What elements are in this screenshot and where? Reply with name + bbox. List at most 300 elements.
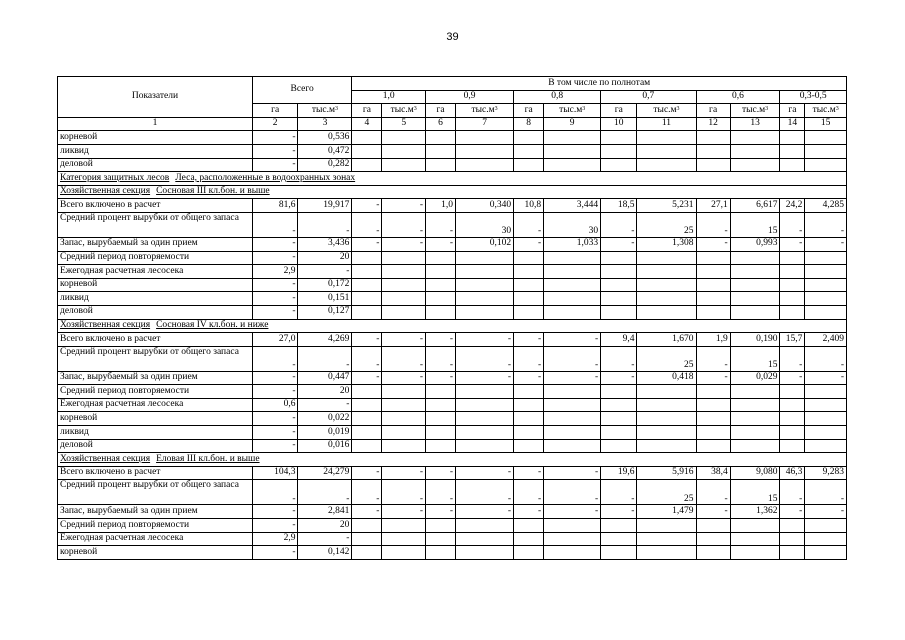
table-cell: [352, 532, 382, 546]
unit-volume-sup: 3: [582, 105, 586, 112]
table-cell: [456, 412, 514, 426]
table-cell: [352, 519, 382, 533]
table-cell: [601, 426, 637, 440]
table-cell: [696, 439, 730, 453]
table-cell: 19,6: [601, 466, 637, 480]
table-cell: 81,6: [252, 199, 298, 213]
table-cell: -: [514, 371, 544, 385]
table-cell: [456, 144, 514, 158]
table-cell: 0,022: [298, 412, 352, 426]
row-label: корневой: [58, 131, 253, 145]
table-cell: -: [298, 480, 352, 505]
table-cell: [352, 398, 382, 412]
unit-ha: га: [780, 104, 805, 118]
table-cell: [425, 158, 455, 172]
unit-volume-sup: 3: [413, 105, 417, 112]
table-cell: -: [252, 519, 298, 533]
table-cell: [382, 251, 426, 265]
table-cell: -: [805, 346, 847, 371]
table-cell: 0,142: [298, 546, 352, 560]
table-cell: -: [805, 505, 847, 519]
table-cell: -: [352, 237, 382, 251]
table-cell: [637, 265, 696, 279]
table-cell: [352, 292, 382, 306]
table-cell: [456, 131, 514, 145]
table-cell: [805, 426, 847, 440]
table-cell: 25: [637, 212, 696, 237]
table-cell: [544, 519, 601, 533]
column-number: 13: [730, 117, 780, 131]
table-cell: 1,9: [696, 333, 730, 347]
table-cell: [425, 385, 455, 399]
table-cell: 46,3: [780, 466, 805, 480]
table-cell: [514, 265, 544, 279]
table-cell: 2,841: [298, 505, 352, 519]
table-cell: [425, 305, 455, 319]
table-body: [58, 131, 847, 559]
table-cell: [544, 398, 601, 412]
row-label: Средний период повторяемости: [58, 251, 253, 265]
density-header: 0,6: [696, 90, 780, 104]
table-cell: [696, 158, 730, 172]
density-header: 0,8: [514, 90, 601, 104]
section-prefix: Хозяйственная секция: [60, 320, 151, 331]
table-cell: -: [544, 371, 601, 385]
table-cell: 1,033: [544, 237, 601, 251]
unit-volume: [298, 104, 352, 118]
table-cell: [601, 158, 637, 172]
table-cell: [637, 278, 696, 292]
table-cell: 30: [456, 212, 514, 237]
table-cell: 1,0: [425, 199, 455, 213]
unit-ha: га: [601, 104, 637, 118]
table-cell: 9,283: [805, 466, 847, 480]
table-cell: 19,917: [298, 199, 352, 213]
table-cell: [425, 131, 455, 145]
table-cell: 0,447: [298, 371, 352, 385]
column-number: 2: [252, 117, 298, 131]
table-cell: [425, 532, 455, 546]
table-row: [58, 292, 847, 306]
table-cell: [730, 305, 780, 319]
table-cell: 9,080: [730, 466, 780, 480]
table-row: [58, 412, 847, 426]
table-cell: [780, 398, 805, 412]
table-cell: -: [696, 346, 730, 371]
table-cell: [696, 131, 730, 145]
table-cell: 0,472: [298, 144, 352, 158]
table-cell: 0,019: [298, 426, 352, 440]
table-cell: [696, 519, 730, 533]
table-cell: 0,993: [730, 237, 780, 251]
unit-volume-text: тыс.м: [559, 104, 583, 115]
table-cell: [637, 131, 696, 145]
table-cell: 0,151: [298, 292, 352, 306]
table-cell: -: [514, 333, 544, 347]
table-cell: [637, 144, 696, 158]
table-cell: [637, 546, 696, 560]
table-cell: [544, 546, 601, 560]
table-cell: [730, 519, 780, 533]
table-cell: [637, 519, 696, 533]
table-cell: [780, 426, 805, 440]
table-cell: [805, 439, 847, 453]
table-cell: -: [544, 466, 601, 480]
table-cell: 0,190: [730, 333, 780, 347]
table-cell: [730, 546, 780, 560]
table-cell: 15: [730, 212, 780, 237]
table-cell: [601, 398, 637, 412]
table-cell: [544, 532, 601, 546]
table-cell: [696, 292, 730, 306]
table-row: [58, 251, 847, 265]
table-cell: [382, 385, 426, 399]
row-label: Средний процент вырубки от общего запаса: [58, 212, 253, 237]
table-cell: [780, 385, 805, 399]
unit-volume-sup: 3: [335, 105, 338, 112]
table-cell: [382, 278, 426, 292]
section-value: Сосновая III кл.бон. и выше: [156, 186, 270, 197]
table-cell: [382, 158, 426, 172]
header-indicators: Показатели: [58, 77, 253, 118]
table-cell: 25: [637, 346, 696, 371]
column-number: 4: [352, 117, 382, 131]
table-cell: [352, 131, 382, 145]
row-label: деловой: [58, 158, 253, 172]
unit-ha: га: [425, 104, 455, 118]
table-cell: [805, 398, 847, 412]
section-value: Еловая III кл.бон. и выше: [156, 453, 260, 464]
row-label: Всего включено в расчет: [58, 466, 253, 480]
table-cell: [730, 439, 780, 453]
table-cell: [382, 426, 426, 440]
table-cell: -: [456, 505, 514, 519]
table-cell: [544, 305, 601, 319]
table-cell: -: [252, 346, 298, 371]
table-cell: -: [252, 131, 298, 145]
table-cell: -: [456, 346, 514, 371]
table-header: [58, 77, 847, 131]
table-cell: [780, 265, 805, 279]
table-cell: [544, 426, 601, 440]
table-cell: 0,016: [298, 439, 352, 453]
table-cell: [382, 412, 426, 426]
table-row: [58, 278, 847, 292]
table-cell: -: [425, 480, 455, 505]
table-cell: -: [298, 265, 352, 279]
table-cell: -: [780, 371, 805, 385]
table-cell: [696, 265, 730, 279]
row-label: Средний период повторяемости: [58, 385, 253, 399]
table-cell: [730, 385, 780, 399]
column-number: 3: [298, 117, 352, 131]
table-cell: -: [805, 212, 847, 237]
table-cell: 4,269: [298, 333, 352, 347]
table-cell: [696, 144, 730, 158]
table-cell: [730, 131, 780, 145]
table-cell: -: [514, 466, 544, 480]
table-cell: [514, 292, 544, 306]
table-cell: -: [352, 212, 382, 237]
table-cell: [544, 278, 601, 292]
table-cell: [601, 131, 637, 145]
table-cell: [425, 546, 455, 560]
column-number: 15: [805, 117, 847, 131]
table-cell: [601, 412, 637, 426]
table-cell: [514, 426, 544, 440]
table-cell: [805, 131, 847, 145]
table-cell: 9,4: [601, 333, 637, 347]
table-cell: -: [780, 346, 805, 371]
table-cell: -: [352, 505, 382, 519]
row-label: Средний процент вырубки от общего запаса: [58, 346, 253, 371]
table-cell: [780, 144, 805, 158]
table-cell: [805, 305, 847, 319]
row-label: Всего включено в расчет: [58, 199, 253, 213]
table-row: [58, 519, 847, 533]
unit-ha: га: [352, 104, 382, 118]
table-cell: [544, 158, 601, 172]
table-cell: [352, 385, 382, 399]
unit-volume-sup: 3: [765, 105, 769, 112]
table-cell: [544, 131, 601, 145]
row-label: Всего включено в расчет: [58, 333, 253, 347]
table-cell: -: [514, 346, 544, 371]
table-cell: [352, 144, 382, 158]
table-cell: -: [252, 212, 298, 237]
table-cell: [382, 265, 426, 279]
column-number: 1: [58, 117, 253, 131]
table-cell: -: [298, 346, 352, 371]
table-cell: [352, 546, 382, 560]
table-cell: [730, 398, 780, 412]
column-number-row: [58, 117, 847, 131]
table-cell: [514, 251, 544, 265]
table-cell: [696, 305, 730, 319]
table-cell: [514, 398, 544, 412]
table-cell: -: [382, 237, 426, 251]
table-cell: -: [456, 480, 514, 505]
table-cell: 0,6: [252, 398, 298, 412]
table-cell: [382, 398, 426, 412]
section-value: Сосновая IV кл.бон. и ниже: [156, 320, 269, 331]
table-cell: -: [252, 251, 298, 265]
table-cell: [696, 412, 730, 426]
unit-volume-sup: 3: [494, 105, 498, 112]
table-cell: -: [298, 532, 352, 546]
table-cell: [805, 412, 847, 426]
table-cell: [805, 385, 847, 399]
table-cell: [425, 265, 455, 279]
section-row: [58, 172, 847, 186]
table-cell: -: [252, 237, 298, 251]
table-cell: [730, 532, 780, 546]
unit-volume: [382, 104, 426, 118]
table-cell: [514, 144, 544, 158]
table-cell: -: [382, 199, 426, 213]
table-cell: 2,9: [252, 532, 298, 546]
table-cell: [696, 532, 730, 546]
table-cell: [780, 158, 805, 172]
table-cell: [601, 305, 637, 319]
table-cell: [780, 292, 805, 306]
table-cell: -: [544, 505, 601, 519]
table-cell: [544, 265, 601, 279]
table-row: [58, 505, 847, 519]
header-by-density: В том числе по полнотам: [352, 77, 847, 91]
table-cell: [805, 532, 847, 546]
table-cell: [780, 412, 805, 426]
table-cell: [382, 519, 426, 533]
forest-cutting-table: [57, 76, 847, 560]
unit-volume-text: тыс.м: [390, 104, 414, 115]
column-number: 5: [382, 117, 426, 131]
table-cell: [456, 385, 514, 399]
table-cell: [514, 131, 544, 145]
table-cell: -: [601, 346, 637, 371]
table-row: [58, 305, 847, 319]
table-cell: [514, 158, 544, 172]
table-cell: [425, 426, 455, 440]
table-cell: -: [425, 237, 455, 251]
table-cell: [425, 292, 455, 306]
table-cell: [425, 439, 455, 453]
table-cell: [514, 412, 544, 426]
table-cell: -: [252, 305, 298, 319]
table-cell: [456, 292, 514, 306]
table-cell: [352, 251, 382, 265]
table-cell: 27,0: [252, 333, 298, 347]
table-cell: [730, 251, 780, 265]
section-row: [58, 453, 847, 467]
table-cell: 0,536: [298, 131, 352, 145]
table-cell: 25: [637, 480, 696, 505]
table-cell: -: [252, 158, 298, 172]
table-cell: [514, 519, 544, 533]
table-cell: -: [780, 505, 805, 519]
unit-volume: [730, 104, 780, 118]
table-cell: -: [696, 371, 730, 385]
table-cell: [805, 158, 847, 172]
table-cell: 20: [298, 519, 352, 533]
table-cell: -: [382, 346, 426, 371]
table-cell: 1,479: [637, 505, 696, 519]
table-cell: [456, 426, 514, 440]
table-cell: [544, 144, 601, 158]
table-row: [58, 237, 847, 251]
table-cell: -: [352, 346, 382, 371]
table-cell: [544, 292, 601, 306]
table-cell: [637, 532, 696, 546]
column-number: 10: [601, 117, 637, 131]
table-cell: -: [514, 212, 544, 237]
table-cell: -: [382, 505, 426, 519]
table-cell: -: [298, 398, 352, 412]
density-header: 0,3-0,5: [780, 90, 847, 104]
table-cell: 30: [544, 212, 601, 237]
table-cell: [456, 265, 514, 279]
row-label: корневой: [58, 412, 253, 426]
density-header: 1,0: [352, 90, 426, 104]
table-cell: 0,127: [298, 305, 352, 319]
section-row: [58, 185, 847, 199]
table-row: [58, 144, 847, 158]
table-row: [58, 398, 847, 412]
row-label: ликвид: [58, 144, 253, 158]
table-cell: [805, 265, 847, 279]
table-cell: [637, 439, 696, 453]
table-cell: [780, 519, 805, 533]
table-row: [58, 131, 847, 145]
section-prefix: Хозяйственная секция: [60, 186, 151, 197]
table-cell: -: [601, 212, 637, 237]
row-label: Ежегодная расчетная лесосека: [58, 265, 253, 279]
section-heading: [58, 185, 847, 199]
table-cell: 3,444: [544, 199, 601, 213]
table-cell: [514, 532, 544, 546]
table-row: [58, 346, 847, 371]
table-cell: [730, 292, 780, 306]
table-row: [58, 546, 847, 560]
table-cell: -: [696, 505, 730, 519]
table-cell: -: [382, 371, 426, 385]
table-cell: -: [252, 505, 298, 519]
table-cell: 3,436: [298, 237, 352, 251]
table-cell: -: [298, 212, 352, 237]
table-cell: [696, 278, 730, 292]
table-cell: 38,4: [696, 466, 730, 480]
table-cell: [601, 292, 637, 306]
unit-volume-text: тыс.м: [471, 104, 495, 115]
column-number: 9: [544, 117, 601, 131]
table-row: [58, 212, 847, 237]
table-cell: [601, 251, 637, 265]
table-cell: -: [252, 385, 298, 399]
table-cell: 104,3: [252, 466, 298, 480]
table-cell: -: [601, 480, 637, 505]
table-cell: -: [252, 292, 298, 306]
table-cell: 0,172: [298, 278, 352, 292]
row-label: Запас, вырубаемый за один прием: [58, 237, 253, 251]
table-cell: -: [252, 546, 298, 560]
table-cell: [696, 385, 730, 399]
table-cell: -: [382, 333, 426, 347]
table-cell: 0,102: [456, 237, 514, 251]
table-cell: 15: [730, 480, 780, 505]
table-cell: 4,285: [805, 199, 847, 213]
table-cell: [352, 278, 382, 292]
table-cell: 15,7: [780, 333, 805, 347]
table-cell: [514, 546, 544, 560]
table-cell: [780, 131, 805, 145]
table-cell: [544, 385, 601, 399]
unit-ha: га: [696, 104, 730, 118]
section-heading: [58, 453, 847, 467]
table-cell: -: [252, 480, 298, 505]
unit-volume-text: тыс.м: [742, 104, 766, 115]
table-cell: -: [456, 371, 514, 385]
table-row: [58, 426, 847, 440]
table-cell: [637, 292, 696, 306]
table-cell: -: [252, 412, 298, 426]
column-number: 12: [696, 117, 730, 131]
table-cell: -: [425, 333, 455, 347]
table-row: [58, 265, 847, 279]
table-cell: -: [544, 346, 601, 371]
table-cell: [544, 251, 601, 265]
table-cell: -: [252, 426, 298, 440]
table-cell: [601, 439, 637, 453]
